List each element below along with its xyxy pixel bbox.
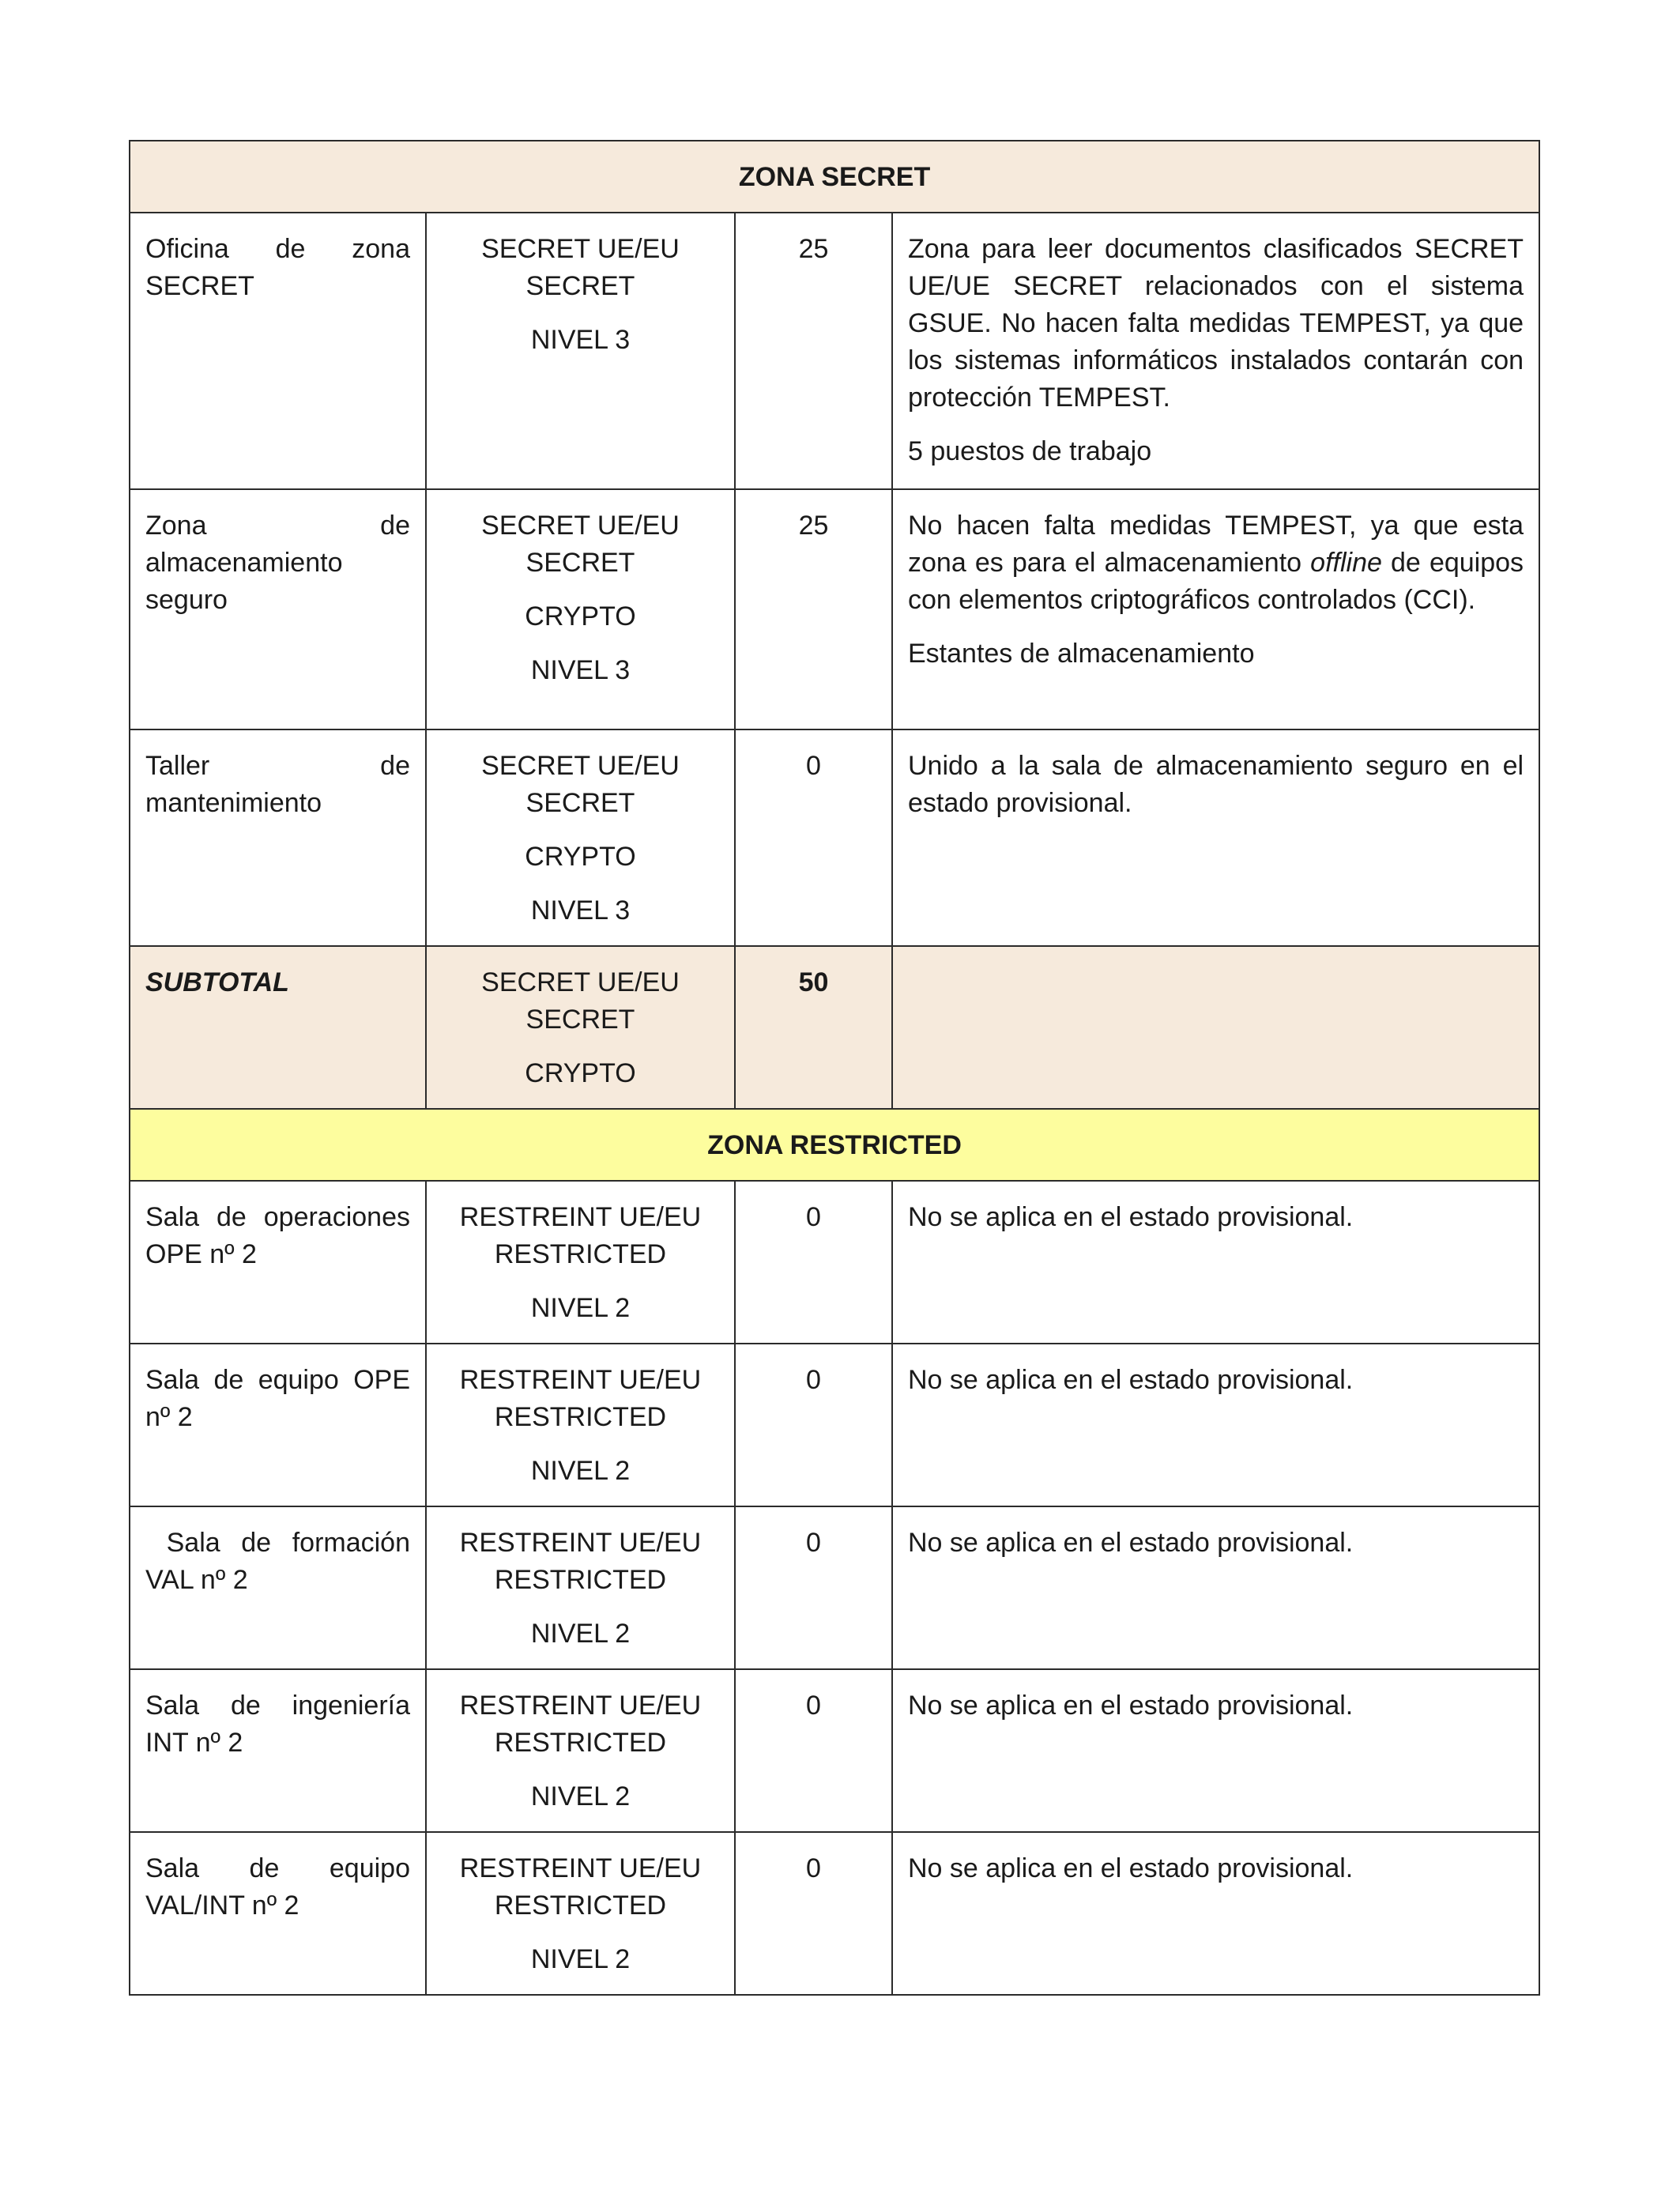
room-name-line: INT nº 2 bbox=[145, 1728, 243, 1758]
notes-cell: No se aplica en el estado provisional. bbox=[892, 1832, 1539, 1995]
classification-line: NIVEL 2 bbox=[530, 1619, 631, 1649]
classification-line: CRYPTO bbox=[525, 601, 636, 631]
notes-cell: No se aplica en el estado provisional. bbox=[892, 1181, 1539, 1344]
classification-line: SECRET UE/EU SECRET bbox=[481, 751, 680, 818]
count-cell: 0 bbox=[735, 1832, 892, 1995]
classification-line: RESTREINT UE/EU bbox=[459, 1853, 702, 1883]
classification-cell bbox=[426, 489, 735, 729]
room-name-line: Sala de formación bbox=[145, 1528, 410, 1558]
notes-text-emphasis: offline bbox=[1310, 548, 1382, 578]
room-name-line: VAL/INT nº 2 bbox=[145, 1891, 299, 1921]
room-name-cell bbox=[130, 1669, 426, 1832]
subtotal-label-text: SUBTOTAL bbox=[145, 967, 289, 997]
room-name-line: Sala de equipo bbox=[145, 1853, 410, 1883]
subtotal-row bbox=[130, 946, 1539, 1109]
classification-line: NIVEL 3 bbox=[530, 895, 631, 925]
room-name-line: Oficina de zona bbox=[145, 234, 410, 264]
classification-line: RESTRICTED bbox=[494, 1239, 667, 1269]
notes-extra: Estantes de almacenamiento bbox=[908, 639, 1255, 669]
table-row bbox=[130, 1344, 1539, 1506]
classification-line: RESTRICTED bbox=[494, 1402, 667, 1432]
count-cell: 25 bbox=[735, 213, 892, 489]
room-name-line: seguro bbox=[145, 585, 228, 615]
classification-line: SECRET UE/EU SECRET bbox=[481, 511, 680, 578]
classification-cell bbox=[426, 1669, 735, 1832]
notes-text bbox=[908, 507, 1524, 619]
zone-restricted-title: ZONA RESTRICTED bbox=[130, 1109, 1539, 1181]
classification-cell bbox=[426, 1181, 735, 1344]
notes-cell bbox=[892, 946, 1539, 1109]
room-name-line: Zona de bbox=[145, 511, 410, 541]
classification-line: RESTREINT UE/EU bbox=[459, 1202, 702, 1232]
classification-line: SECRET UE/EU SECRET bbox=[481, 234, 680, 301]
room-name-line: almacenamiento bbox=[145, 548, 343, 578]
room-name-cell bbox=[130, 1832, 426, 1995]
classification-line: CRYPTO bbox=[525, 1058, 636, 1088]
subtotal-count: 50 bbox=[735, 946, 892, 1109]
classification-line: RESTRICTED bbox=[494, 1565, 667, 1595]
table-row bbox=[130, 1181, 1539, 1344]
table-row bbox=[130, 1669, 1539, 1832]
room-name-line: Sala de operaciones bbox=[145, 1202, 410, 1232]
room-name-cell bbox=[130, 1181, 426, 1344]
classification-line: NIVEL 2 bbox=[530, 1781, 631, 1811]
classification-line: NIVEL 2 bbox=[530, 1293, 631, 1323]
classification-line: RESTRICTED bbox=[494, 1728, 667, 1758]
table-row bbox=[130, 1832, 1539, 1995]
count-cell: 0 bbox=[735, 729, 892, 946]
notes-cell bbox=[892, 489, 1539, 729]
room-name-cell bbox=[130, 729, 426, 946]
zone-restricted-header-row bbox=[130, 1109, 1539, 1181]
room-name-line: Taller de bbox=[145, 751, 410, 781]
classification-cell bbox=[426, 1506, 735, 1669]
notes-cell bbox=[892, 213, 1539, 489]
classification-cell bbox=[426, 1344, 735, 1506]
room-name-cell bbox=[130, 1344, 426, 1506]
notes-text-post: de equipos con elementos criptográficos controlados (CCI). bbox=[908, 548, 1524, 615]
zones-table bbox=[129, 140, 1540, 1996]
room-name-line: OPE nº 2 bbox=[145, 1239, 257, 1269]
count-cell: 25 bbox=[735, 489, 892, 729]
notes-cell: No se aplica en el estado provisional. bbox=[892, 1506, 1539, 1669]
notes-text-pre: No hacen falta medidas TEMPEST, ya que esta zona es para el almacenamiento bbox=[908, 511, 1524, 578]
classification-cell bbox=[426, 729, 735, 946]
classification-cell bbox=[426, 213, 735, 489]
classification-line: NIVEL 2 bbox=[530, 1944, 631, 1974]
classification-line: RESTRICTED bbox=[494, 1891, 667, 1921]
classification-line: NIVEL 3 bbox=[530, 325, 631, 355]
room-name-line: mantenimiento bbox=[145, 788, 322, 818]
notes-extra: 5 puestos de trabajo bbox=[908, 436, 1152, 466]
classification-line: RESTREINT UE/EU bbox=[459, 1691, 702, 1721]
classification-line: NIVEL 3 bbox=[530, 655, 631, 685]
room-name-line: Sala de ingeniería bbox=[145, 1691, 410, 1721]
subtotal-label bbox=[130, 946, 426, 1109]
room-name-line: VAL nº 2 bbox=[145, 1565, 248, 1595]
zone-secret-title: ZONA SECRET bbox=[130, 141, 1539, 213]
notes-cell: No se aplica en el estado provisional. bbox=[892, 1669, 1539, 1832]
count-cell: 0 bbox=[735, 1181, 892, 1344]
classification-line: RESTREINT UE/EU bbox=[459, 1365, 702, 1395]
classification-line: CRYPTO bbox=[525, 842, 636, 872]
notes-cell: No se aplica en el estado provisional. bbox=[892, 1344, 1539, 1506]
notes-text: Zona para leer documentos clasificados SECRET UE/UE SECRET relacionados con el sistema GSUE. No hacen falta medidas TEMPEST, ya que los sistemas informáticos instalados contarán con protección TEMPEST. bbox=[908, 234, 1524, 413]
room-name-cell bbox=[130, 489, 426, 729]
classification-cell bbox=[426, 1832, 735, 1995]
count-cell: 0 bbox=[735, 1344, 892, 1506]
table-row bbox=[130, 213, 1539, 489]
room-name-line: nº 2 bbox=[145, 1402, 193, 1432]
classification-line: RESTREINT UE/EU bbox=[459, 1528, 702, 1558]
count-cell: 0 bbox=[735, 1669, 892, 1832]
room-name-line: Sala de equipo OPE bbox=[145, 1365, 410, 1395]
zone-secret-header-row bbox=[130, 141, 1539, 213]
classification-cell bbox=[426, 946, 735, 1109]
room-name-line: SECRET bbox=[145, 271, 254, 301]
count-cell: 0 bbox=[735, 1506, 892, 1669]
notes-cell: Unido a la sala de almacenamiento seguro en el estado provisional. bbox=[892, 729, 1539, 946]
table-row bbox=[130, 489, 1539, 729]
classification-line: SECRET UE/EU SECRET bbox=[481, 967, 680, 1035]
room-name-cell bbox=[130, 1506, 426, 1669]
classification-line: NIVEL 2 bbox=[530, 1456, 631, 1486]
table-row bbox=[130, 1506, 1539, 1669]
table-row bbox=[130, 729, 1539, 946]
room-name-cell bbox=[130, 213, 426, 489]
